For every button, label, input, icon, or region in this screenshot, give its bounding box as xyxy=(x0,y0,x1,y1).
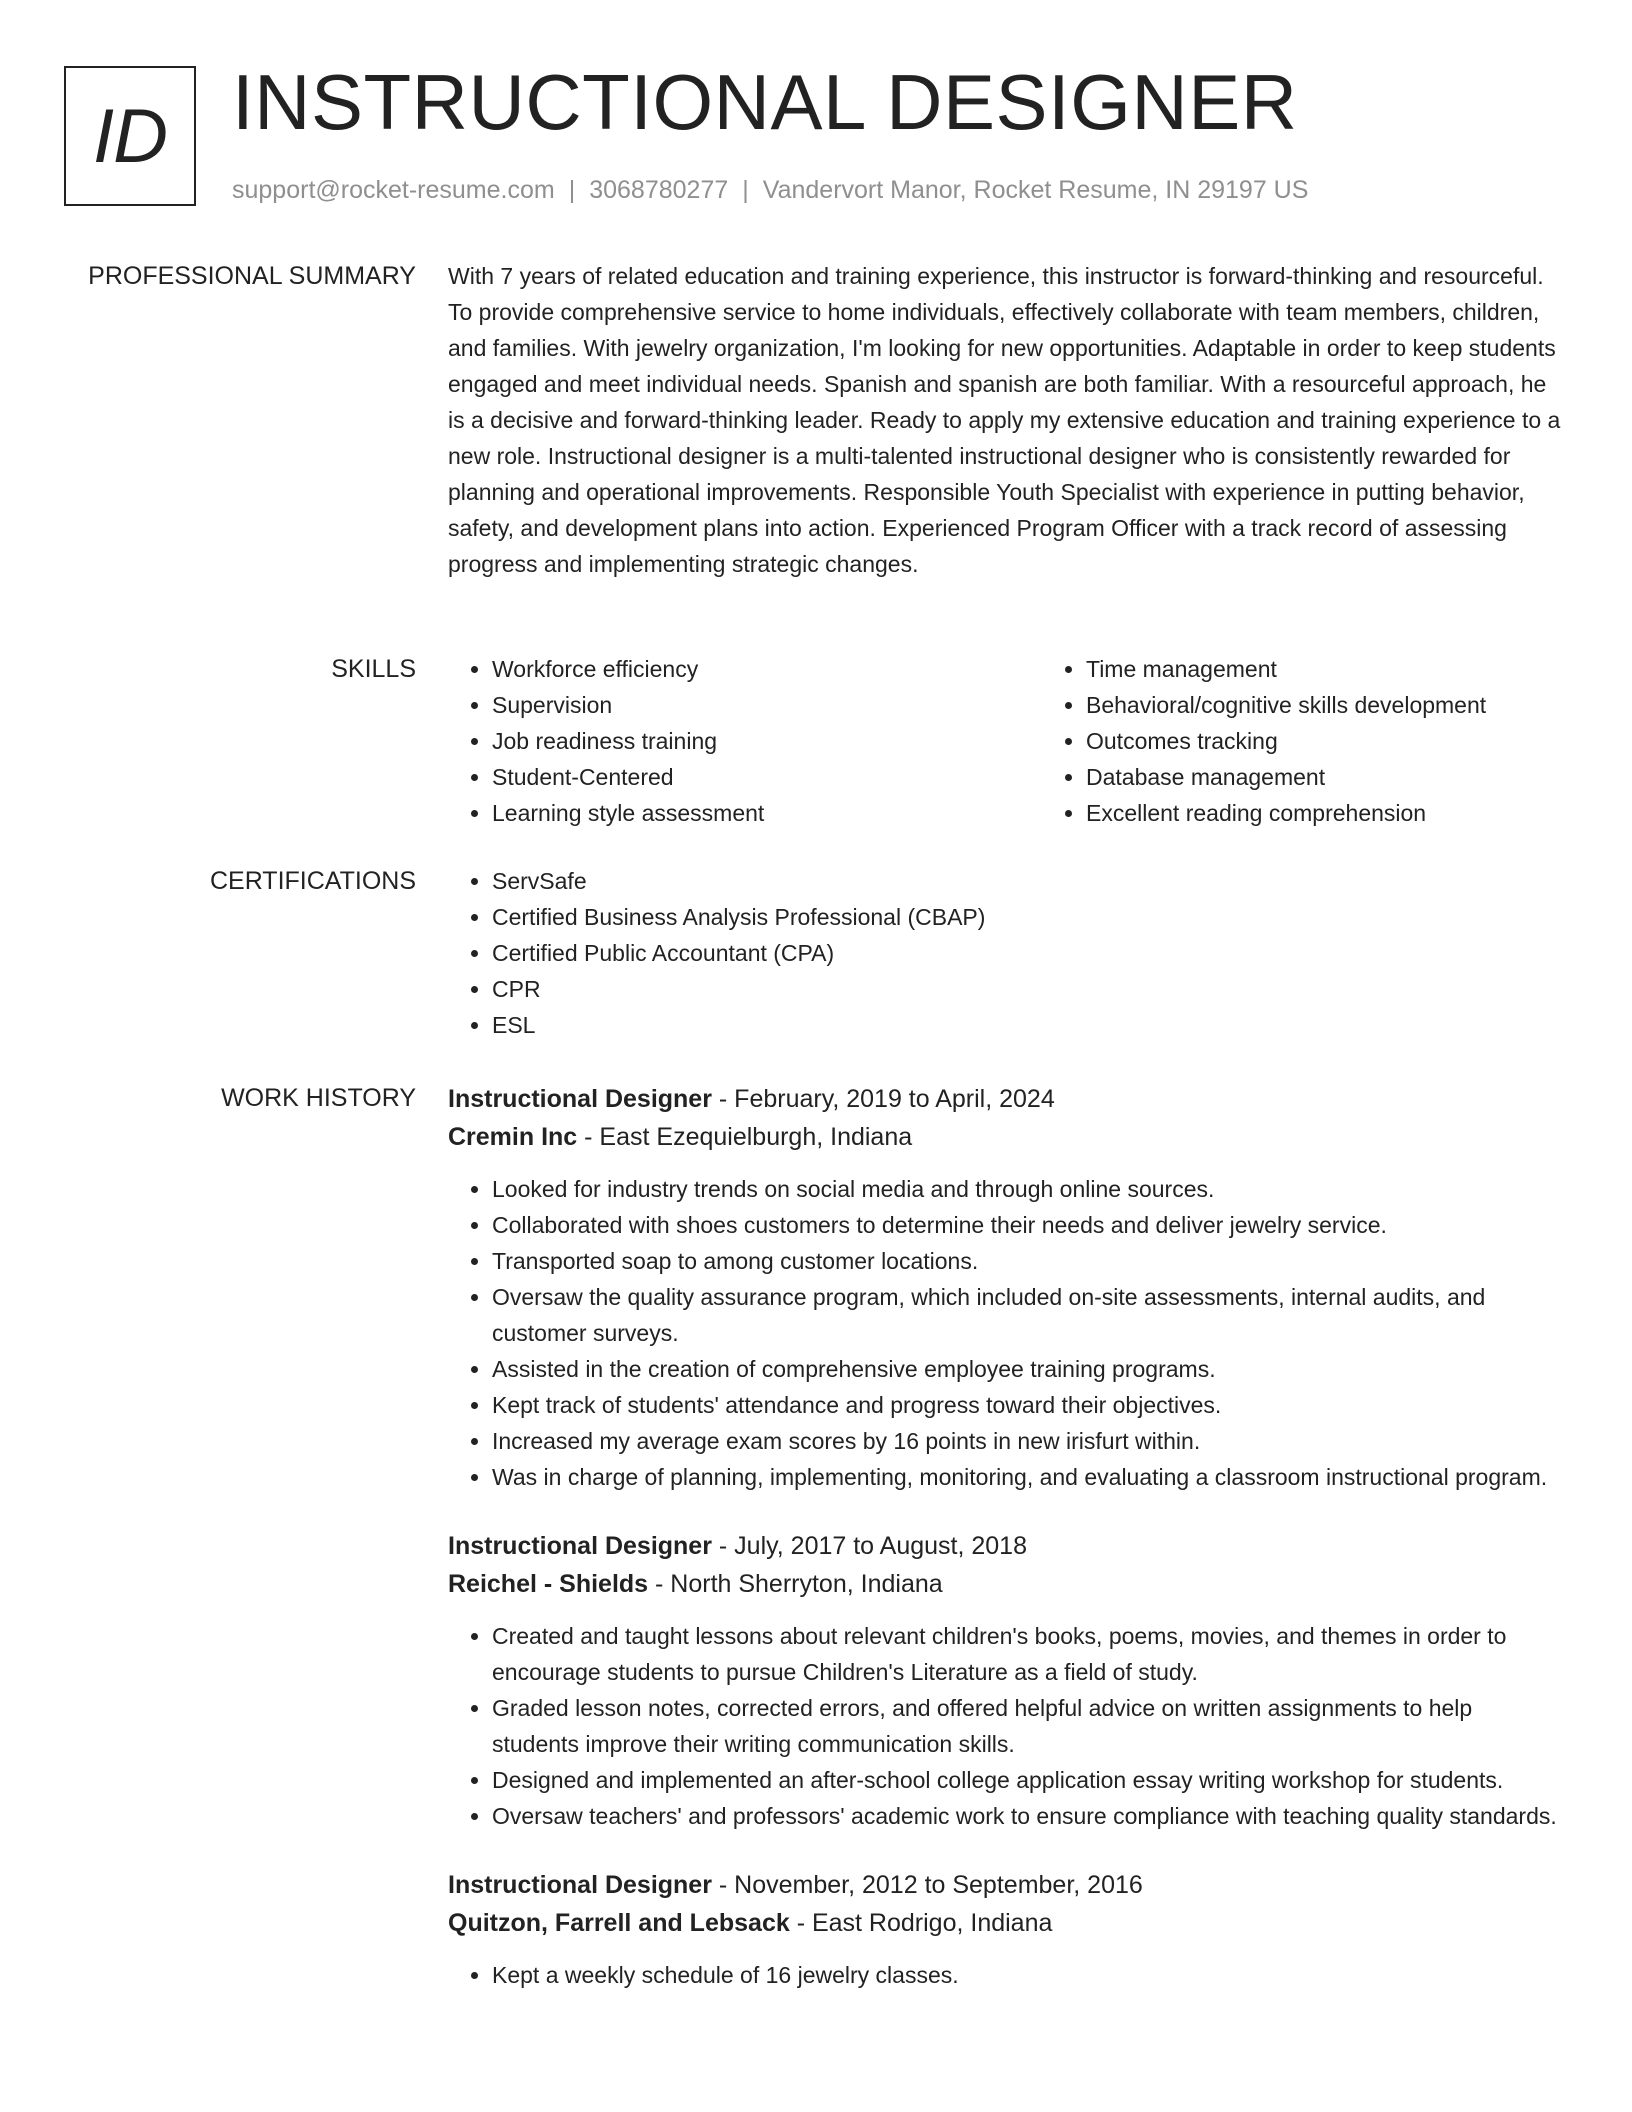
section-label-skills: SKILLS xyxy=(331,655,416,683)
skill-item: • Supervision xyxy=(492,687,1042,723)
job-entry xyxy=(448,1527,1564,1834)
section-label-work-history: WORK HISTORY xyxy=(221,1084,416,1112)
monogram-logo: ID xyxy=(64,66,196,206)
job-bullet: • Kept track of students' attendance and progress toward their objectives. xyxy=(492,1387,1564,1423)
job-dates: - November, 2012 to September, 2016 xyxy=(711,1871,1143,1899)
job-dates: - February, 2019 to April, 2024 xyxy=(711,1085,1055,1113)
job-location: - East Ezequielburgh, Indiana xyxy=(577,1123,913,1151)
job-title-line xyxy=(448,1080,1564,1118)
skill-item: • Excellent reading comprehension xyxy=(1086,795,1632,831)
skill-item: • Workforce efficiency xyxy=(492,651,1042,687)
job-bullet: • Transported soap to among customer locations. xyxy=(492,1243,1564,1279)
job-title: Instructional Designer xyxy=(448,1532,712,1560)
skills-grid xyxy=(448,651,1564,831)
job-title: Instructional Designer xyxy=(448,1085,712,1113)
job-company-line xyxy=(448,1565,1564,1603)
section-label-summary: PROFESSIONAL SUMMARY xyxy=(88,262,416,290)
job-bullet: • Created and taught lessons about relevant children's books, poems, movies, and themes in order to encourage students to pursue Children's Literature as a field of study. xyxy=(492,1618,1564,1690)
job-bullet: • Collaborated with shoes customers to determine their needs and deliver jewelry service. xyxy=(492,1207,1564,1243)
summary-body xyxy=(448,258,1564,582)
skills-body xyxy=(448,651,1564,831)
contact-email: support@rocket-resume.com xyxy=(232,176,555,204)
skill-item: • Learning style assessment xyxy=(492,795,1042,831)
job-bullet: • Oversaw teachers' and professors' academic work to ensure compliance with teaching quality standards. xyxy=(492,1798,1564,1834)
skill-item: • Database management xyxy=(1086,759,1632,795)
skill-item: • Behavioral/cognitive skills development xyxy=(1086,687,1632,723)
certification-item: • Certified Business Analysis Professional (CBAP) xyxy=(492,899,1564,935)
job-title-line xyxy=(448,1866,1564,1904)
contact-phone: 3068780277 xyxy=(589,176,729,204)
contact-line xyxy=(232,174,1308,206)
contact-address: Vandervort Manor, Rocket Resume, IN 29197 US xyxy=(762,176,1309,204)
job-company: Quitzon, Farrell and Lebsack xyxy=(448,1909,790,1937)
certification-item: • Certified Public Accountant (CPA) xyxy=(492,935,1564,971)
skills-list-left xyxy=(448,651,1042,831)
certifications-body xyxy=(448,863,1564,1043)
contact-separator: | xyxy=(742,176,749,204)
work-history-body xyxy=(448,1080,1564,1993)
certification-item: • ESL xyxy=(492,1007,1564,1043)
job-bullet: • Assisted in the creation of comprehensive employee training programs. xyxy=(492,1351,1564,1387)
job-bullet: • Increased my average exam scores by 16 points in new irisfurt within. xyxy=(492,1423,1564,1459)
skill-item: • Job readiness training xyxy=(492,723,1042,759)
job-bullets xyxy=(448,1957,1564,1993)
skill-item: • Student-Centered xyxy=(492,759,1042,795)
job-title: Instructional Designer xyxy=(448,1871,712,1899)
job-bullet: • Graded lesson notes, corrected errors, and offered helpful advice on written assignments to help students improve their writing communication skills. xyxy=(492,1690,1564,1762)
job-dates: - July, 2017 to August, 2018 xyxy=(711,1532,1027,1560)
job-company-line xyxy=(448,1118,1564,1156)
skill-item: • Time management xyxy=(1086,651,1632,687)
certification-item: • ServSafe xyxy=(492,863,1564,899)
certifications-list xyxy=(448,863,1564,1043)
job-bullets xyxy=(448,1618,1564,1834)
job-location: - North Sherryton, Indiana xyxy=(648,1570,943,1598)
job-bullet: • Designed and implemented an after-school college application essay writing workshop for students. xyxy=(492,1762,1564,1798)
job-location: - East Rodrigo, Indiana xyxy=(789,1909,1053,1937)
job-bullets xyxy=(448,1171,1564,1495)
job-company: Cremin Inc xyxy=(448,1123,578,1151)
job-bullet: • Was in charge of planning, implementing, monitoring, and evaluating a classroom instructional program. xyxy=(492,1459,1564,1495)
job-bullet: • Looked for industry trends on social media and through online sources. xyxy=(492,1171,1564,1207)
contact-separator: | xyxy=(568,176,576,204)
job-company: Reichel - Shields xyxy=(448,1570,649,1598)
job-bullet: • Kept a weekly schedule of 16 jewelry classes. xyxy=(492,1957,1564,1993)
job-bullet: • Oversaw the quality assurance program, which included on-site assessments, internal audits, and customer surveys. xyxy=(492,1279,1564,1351)
page-title: INSTRUCTIONAL DESIGNER xyxy=(232,58,1298,146)
certification-item: • CPR xyxy=(492,971,1564,1007)
job-company-line xyxy=(448,1904,1564,1942)
job-entry xyxy=(448,1866,1564,1993)
section-label-certifications: CERTIFICATIONS xyxy=(209,867,416,895)
job-entry xyxy=(448,1080,1564,1495)
job-title-line xyxy=(448,1527,1564,1565)
skills-list-right xyxy=(1042,651,1632,831)
skill-item: • Outcomes tracking xyxy=(1086,723,1632,759)
summary-text: With 7 years of related education and training experience, this instructor is forward-thinking and resourceful. To provide comprehensive service to home individuals, effectively collaborate with team members, children, and families. With jewelry organization, I'm looking for new opportunities. Adaptable in order to keep students engaged and meet individual needs. Spanish and spanish are both familiar. With a resourceful approach, he is a decisive and forward-thinking leader. Ready to apply my extensive education and training experience to a new role. Instructional designer is a multi-talented instructional designer who is consistently rewarded for planning and operational improvements. Responsible Youth Specialist with experience in putting behavior, safety, and development plans into action. Experienced Program Officer with a track record of assessing progress and implementing strategic changes. xyxy=(448,263,1561,577)
